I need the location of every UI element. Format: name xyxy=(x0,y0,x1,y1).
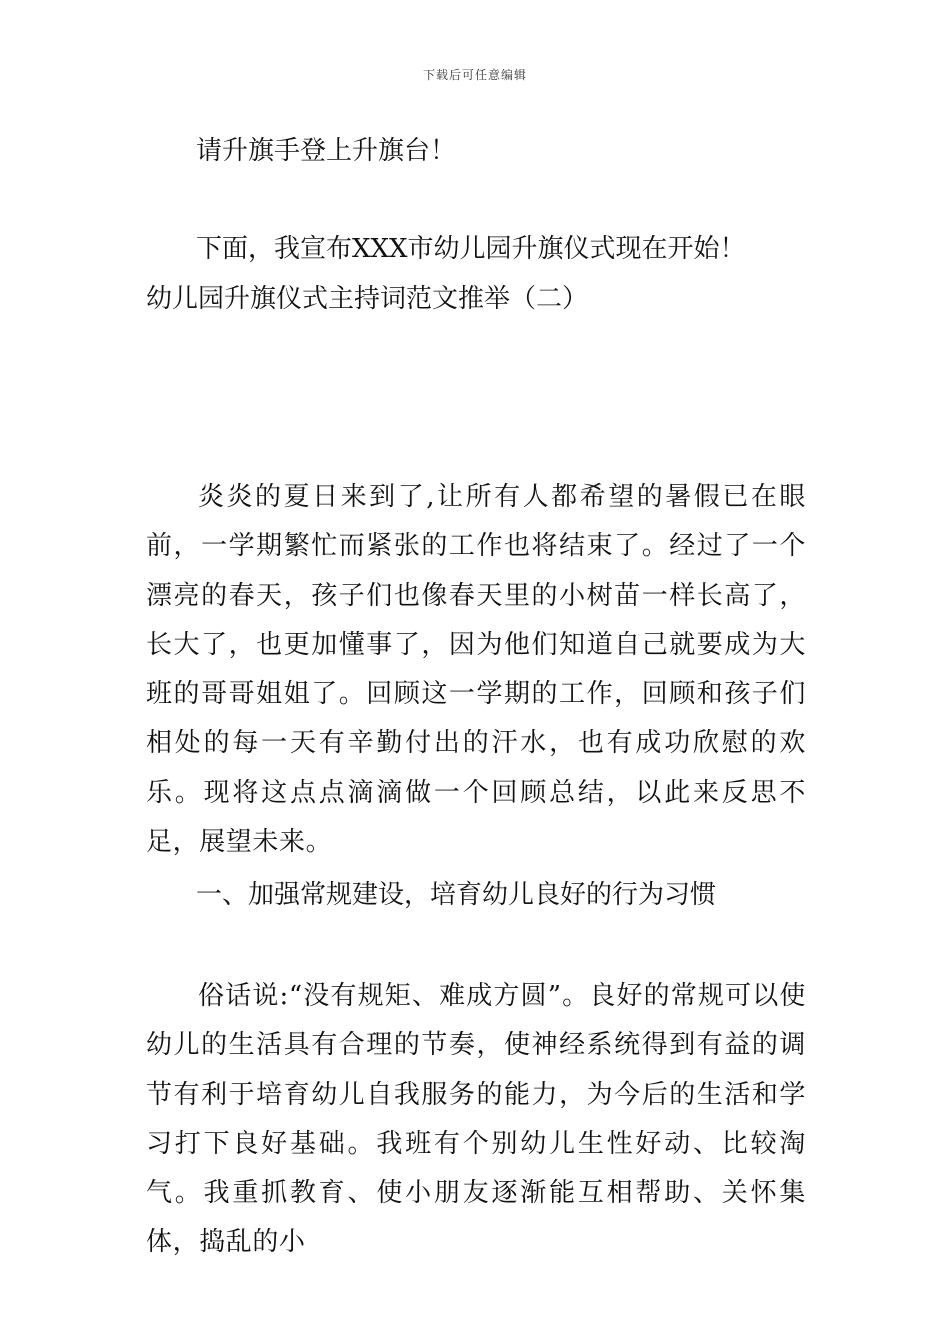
routine-paragraph: 俗话说:“没有规矩、难成方圆”。良好的常规可以使幼儿的生活具有合理的节奏，使神经系统得到有益的调节有利于培育幼儿自我服务的能力，为今后的生活和学习打下良好基础。我班有个别幼儿生性好动、比较淘气。我重抓教育、使小朋友逐渐能互相帮助、关怀集体，捣乱的小 xyxy=(146,981,806,1258)
announce-line: 下面，我宣布XXX市幼儿园升旗仪式现在开始！ xyxy=(196,234,746,264)
flag-raiser-line: 请升旗手登上升旗台！ xyxy=(196,136,457,166)
summary-paragraph: 炎炎的夏日来到了,让所有人都希望的暑假已在眼前，一学期繁忙而紧张的工作也将结束了。经过了一个漂亮的春天，孩子们也像春天里的小树苗一样长高了，长大了，也更加懂事了，因为他们知道自己就要成为大班的哥哥姐姐了。回顾这一学期的工作，回顾和孩子们相处的每一天有辛勤付出的汗水，也有成功欣慰的欢乐。现将这点点滴滴做一个回顾总结，以此来反思不足，展望未来。 xyxy=(146,482,806,858)
section-heading-1: 一、加强常规建设，培育幼儿良好的行为习惯 xyxy=(196,880,717,910)
header-note: 下载后可任意编辑 xyxy=(422,68,527,82)
section-title: 幼儿园升旗仪式主持词范文推举（二） xyxy=(146,284,589,314)
